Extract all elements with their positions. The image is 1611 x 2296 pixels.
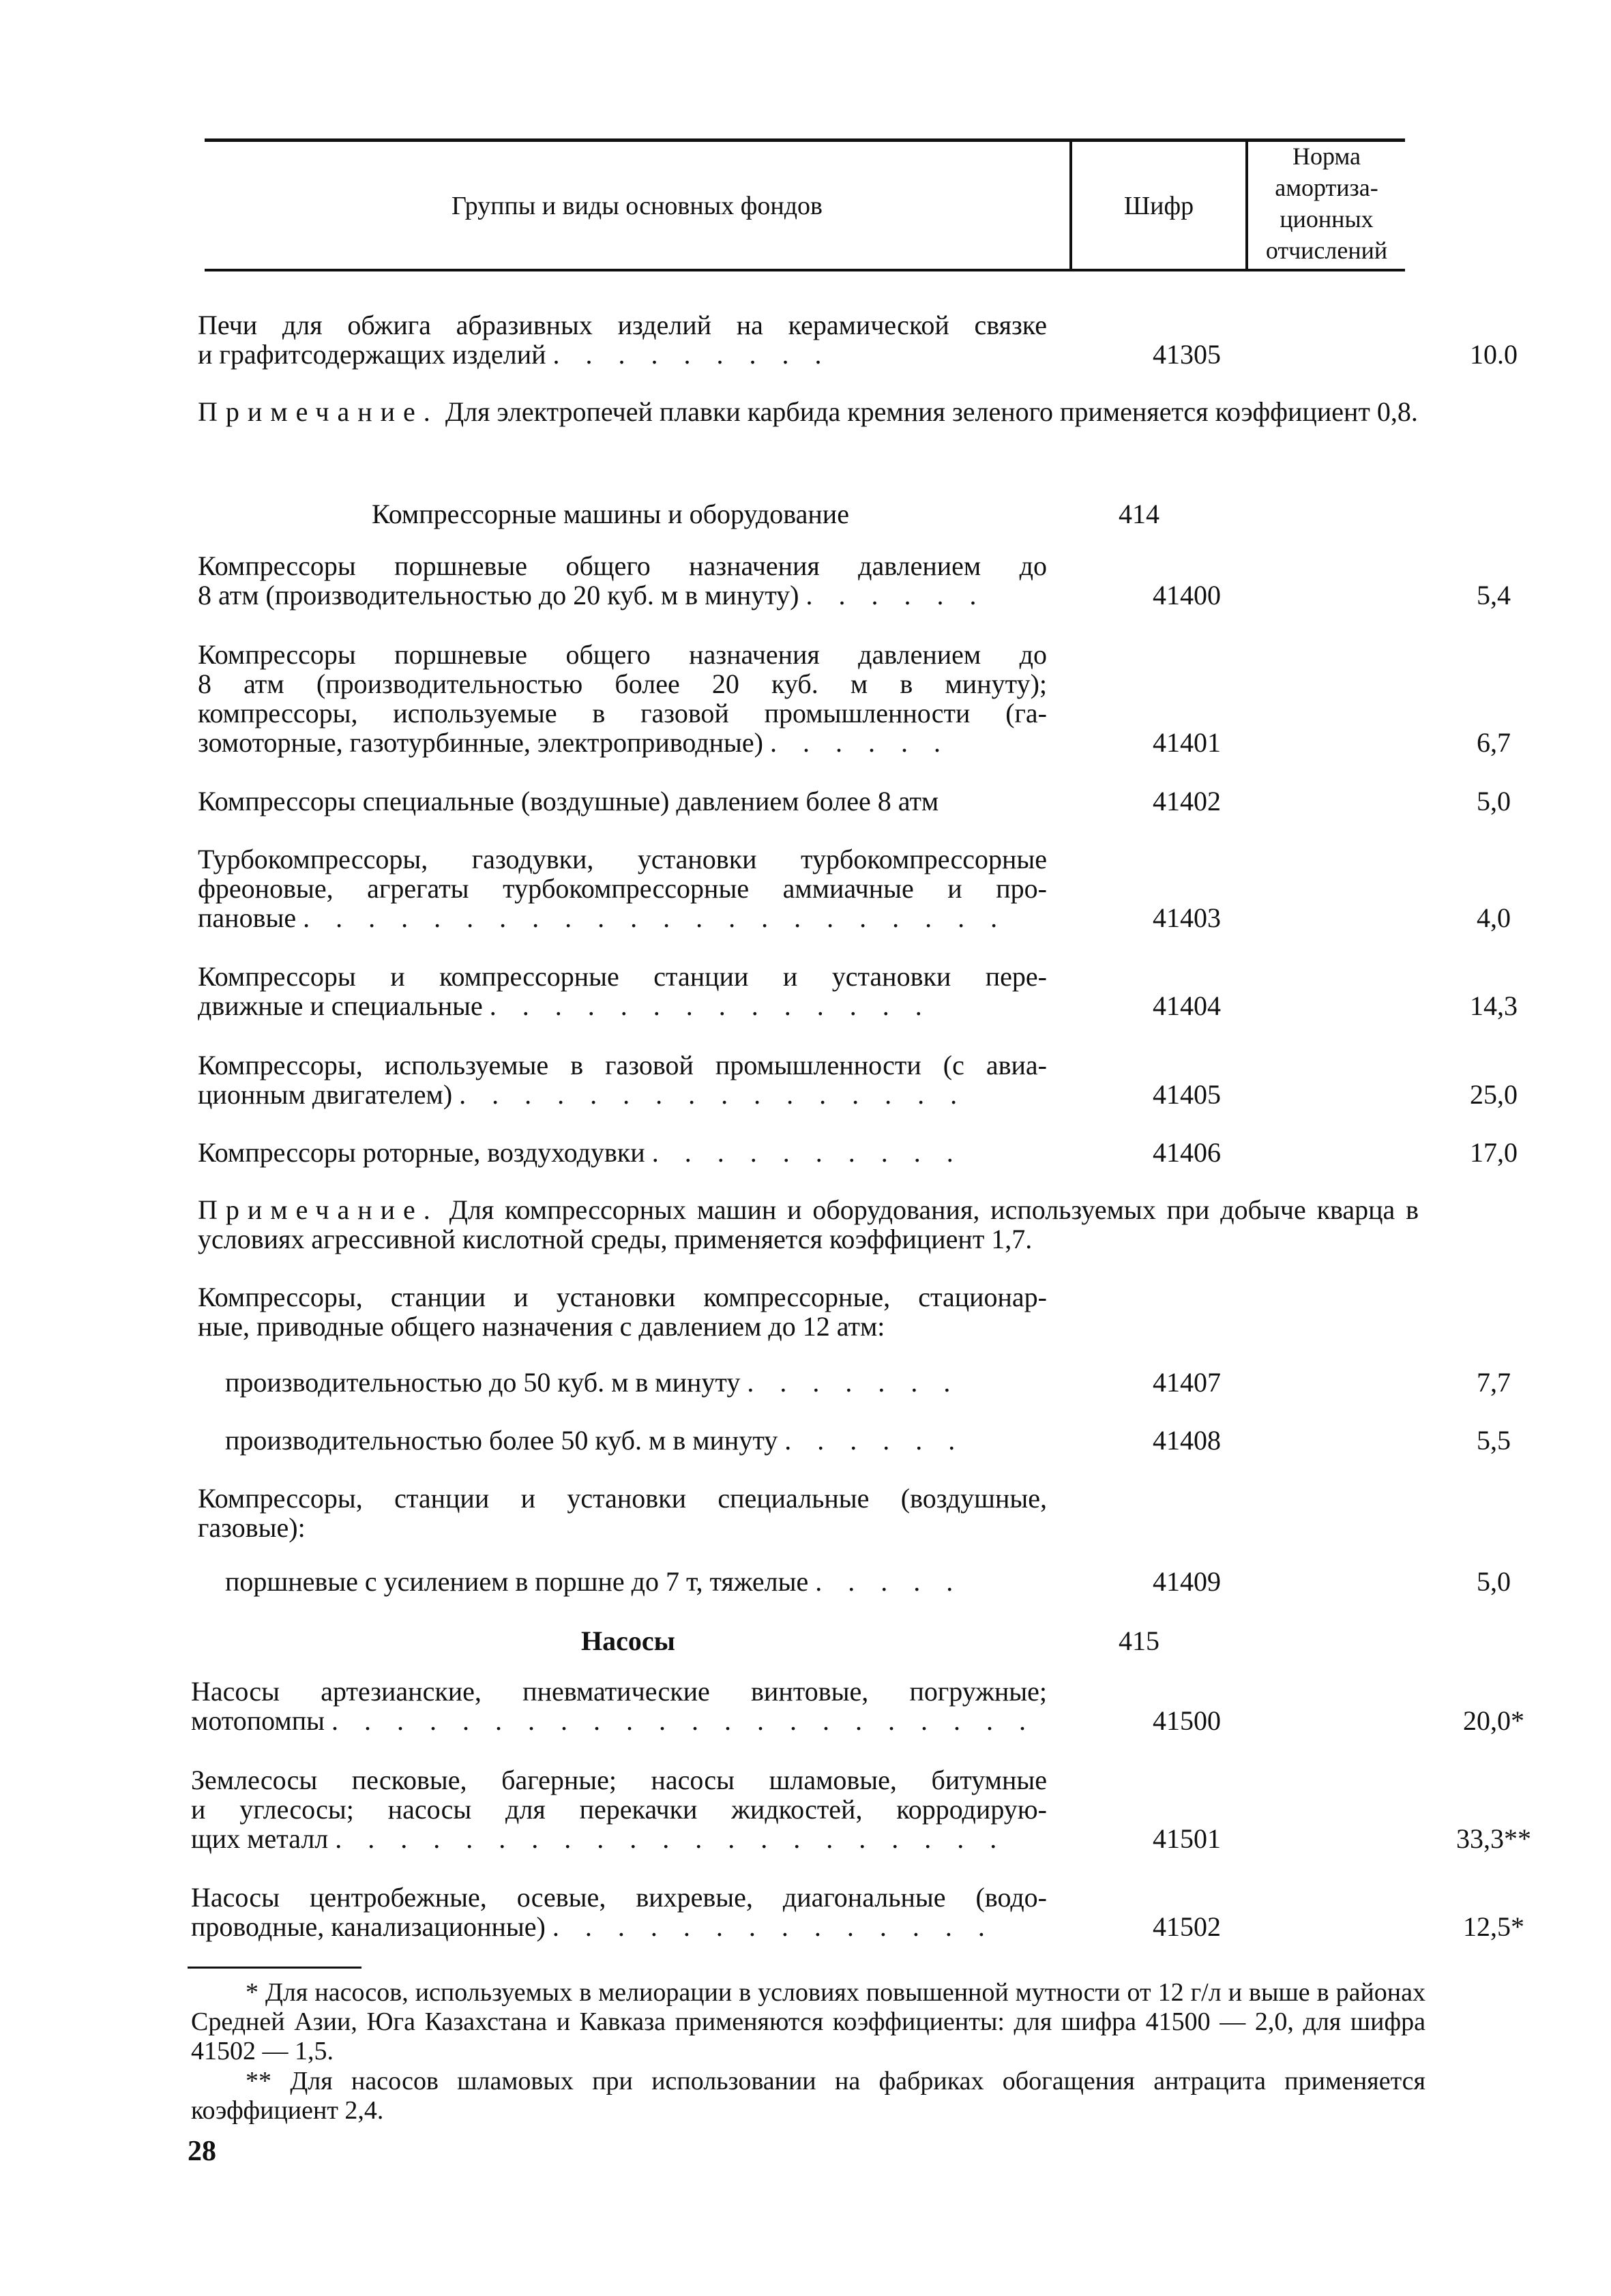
table-top-rule (205, 138, 1405, 142)
document-page: Группы и виды основных фондов Шифр Норма амортиза- ционных отчислений Печи для обжига абразивных изделий на керамической связке и графитсодержащих изделий . . . . . . . . . 41305 10.0 Примечание. Для электропечей плавки карбида кремния зеленого применяется коэффициент 0,8. Компрессорные машины и оборудование 414 Компрессоры поршневые общего назначения давлением до 8 атм (производительностью до 20 куб. м в минуту) . . . . . . 41400 5,4 Компрессоры поршневые общего назначения давлением до 8 атм (производительностью более 20 куб. м в минуту); компрессоры, используемые в газовой промышленности (га- зомоторные, газотурбинные, электроприводные) . . . . . . 41401 6,7 Компрессоры специальные (воздушные) давлением более 8 атм 41402 5,0 Турбокомпрессоры, газодувки, установки турбокомпрессорные фреоновые, агрегаты турбокомпрессорные аммиачные и про- пановые . . . . . . . . . . . . . . . . . . . . . . 41403 4,0 Компрессоры и компрессорные станции и установки пере- движные и специальные . . . . . . . . . . . . . . 41404 14,3 Компрессоры, используемые в газовой промышленности (с авиа- ционным двигателем) . . . . . . . . . . . . . . . . 41405 25,0 Компрессоры роторные, воздуходувки . . . . . . . . . . 41406 17,0 Примечание. Для компрессорных машин и оборудования, используемых при добыче кварца в условиях агрессивной кислотной среды, применяется коэффициент 1,7. Компрессоры, станции и установки компрессорные, стационар- ные, приводные общего назначения с давлением до 12 атм: производительностью до 50 куб. м в минуту . . . . . . . 41407 7,7 производительностью более 50 куб. м в минуту . . . . . . 41408 5,5 Компрессоры, станции и установки специальные (воздушные, газовые): поршневые с усилением в поршне до 7 т, тяжелые . . . . . 41409 5,0 Насосы 415 Насосы артезианские, пневматические винтовые, погружные; мотопомпы . . . . . . . . . . . . . . . . . . . . . . 41500 20,0* Землесосы песковые, багерные; насосы шламовые, битумные и углесосы; насосы для перекачки жидкостей, корродирую- щих металл . . . . . . . . . . . . . . . . . . . . . 41501 33,3** Насосы центробежные, осевые, вихревые, диагональные (водо- проводные, канализационные) . . . . . . . . . . . . . . 41502 12,5* * Для насосов, используемых в мелиорации в условиях повышенной мутности от 12 г/л и выше в районах Средней Азии, Юга Казахстана и Кавказа применяются коэффициенты: для шифра 41500 — 2,0, для шифра 41502 — 1,5. ** Для насосов шламовых при использовании на фабриках обогащения антрацита применяется коэффициент 2,4. 28 (0, 0, 1611, 2296)
header-rate: Норма амортиза- ционных отчислений (1265, 143, 1388, 264)
page-number: 28 (188, 2136, 216, 2167)
table-header-rule (205, 269, 1405, 271)
footnote-rule (188, 1967, 361, 1969)
header-groups: Группы и виды основных фондов (452, 192, 823, 220)
section-title: Компрессорные машины и оборудование (372, 499, 849, 529)
section-code: 415 (1119, 1625, 1159, 1656)
header-code: Шифр (1123, 192, 1194, 220)
footnote: ** Для насосов шламовых при использовании на фабриках обогащения антрацита применяется коэффициент 2,4. (191, 2067, 1425, 2125)
section-code: 414 (1119, 499, 1159, 529)
section-title: Насосы (581, 1625, 675, 1656)
note: Примечание. Для электропечей плавки карбида кремния зеленого применяется коэффициент 0,8. (198, 396, 1418, 427)
note: Примечание. Для компрессорных машин и оборудования, используемых при добыче кварца в условиях агрессивной кислотной среды, применяется коэффициент 1,7. (198, 1194, 1419, 1254)
footnote: * Для насосов, используемых в мелиорации в условиях повышенной мутности от 12 г/л и выше в районах Средней Азии, Юга Казахстана и Кавказа применяются коэффициенты: для шифра 41500 — 2,0, для шифра 41502 — 1,5. (191, 1978, 1425, 2065)
